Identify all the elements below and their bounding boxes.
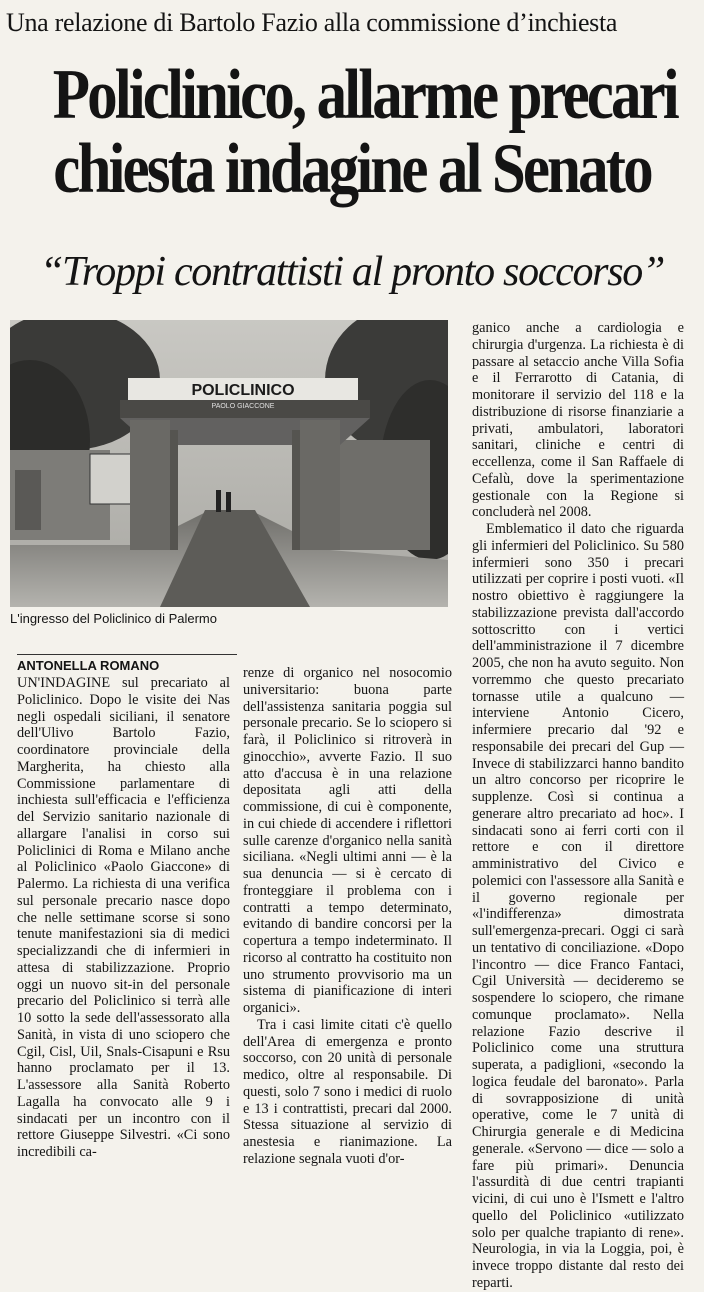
body-column-2 — [243, 665, 452, 1168]
headline-line-2: chiesta indagine al Senato — [53, 130, 651, 208]
photo-sign-subtext: PAOLO GIACCONE — [211, 403, 275, 410]
article-subheadline: “Troppi contrattisti al pronto soccorso” — [40, 249, 664, 295]
lead-in: UN'INDAGINE — [17, 675, 111, 691]
photo-sign-text: POLICLINICO — [191, 382, 295, 399]
body-paragraph: renze di organico nel nosocomio universitario: buona parte dell'assistenza sanitaria poggia sul personale precario. Se lo sciopero si farà, il Policlinico si ritroverà in ginocchio», avverte Fazio. Il suo atto d'accusa è in una relazione depositata agli atti della commissione, di cui è componente, in cui chiede di accendere i riflettori sulle carenze d'organico nella sanità siciliana. «Negli ultimi anni — è la sua denuncia — si è cercato di fronteggiare il problema con i contratti a tempo determinato, evitando di bandire concorsi per la copertura a tempo indeterminato. Il ricorso al contratto ha costituito non uno strumento provvisorio ma un sistema di pianificazione di interi organici». — [243, 665, 452, 1016]
paragraph-text: sul precariato al Policlinico. Dopo le visite dei Nas negli ospedali siciliani, il senatore dell'Ulivo Bartolo Fazio, coordinatore provinciale della Margherita, ha chiesto alla Commissione parlamentare di inchiesta sull'efficacia e l'efficienza del Servizio sanitario nazionale di allargare l'analisi in corso sui Policlinici di Roma e Milano anche al Policlinico «Paolo Giaccone» di Palermo. La richiesta di una verifica sul personale precario nasce dopo che nelle settimane scorse si sono tenute manifestazioni sia di medici specializzandi che di infermieri in attesa di stabilizzazione. Proprio oggi un nuovo sit-in del personale precario del Policlinico si terrà alle 10 sotto la sede dell'assessorato alla Sanità, in vista di uno sciopero che Cgil, Cisl, Uil, Snals-Cisapuni e Rsu hanno proclamato per il 13. L'assessore alla Sanità Roberto Lagalla ha convocato alle 9 i sindacati per un incontro con il rettore Giuseppe Silvestri. «Ci sono incredibili ca- — [17, 675, 230, 1160]
body-paragraph: Emblematico il dato che riguarda gli infermieri del Policlinico. Su 580 infermieri sono 350 i precari utilizzati per coprire i posti vuoti. «Il nostro obiettivo è raggiungere la stabilizzazione prevista dall'accordo sottoscritto con i vertici dell'amministrazione il 7 dicembre 2005, che non ha avuto seguito. Non vorremmo che questo precariato tornasse utile a qualcuno — interviene Antonio Cicero, infermiere precario dal '92 e responsabile dei precari del Gup — Invece di stabilizzarci hanno bandito un altro concorso per ricoprire le supplenze. Così si continua a generare altro precariato ad hoc». I sindacati sono ai ferri corti con il rettore e con il direttore amministrativo del Civico e polemici con l'assessore alla Sanità e il governo regionale per «l'indifferenza» dimostrata sull'emergenza-precari. Oggi ci sarà un tentativo di conciliazione. «Dopo l'incontro — dice Franco Fantaci, Cgil Università — decideremo se sospendere lo sciopero, che rimane comunque proclamato». Nella relazione Fazio descrive il Policlinico come una struttura superata, a padiglioni, «secondo la logica feudale del baronato». Parla di sovrapposizione di unità operative, come le 7 unità di Chirurgia generale e di Medicina generale. «Servono — dice — solo a fare più primari». Denuncia l'assurdità di due centri trapianti vicini, di cui uno è l'Ismett e l'altro quello del Policlinico «utilizzato solo per qualche trapianto di rene». Neurologia, in via la Loggia, poi, è invece troppo distante dal resto dei reparti. — [472, 521, 684, 1291]
body-paragraph: Tra i casi limite citati c'è quello dell'Area di emergenza e pronto soccorso, con 20 unità di personale medico, oltre al responsabile. Di questi, solo 7 sono i medici di ruolo e 13 i contrattisti, precari dal 2000. Stessa situazione al servizio di anestesia e rianimazione. La relazione segnala vuoti d'or- — [243, 1016, 452, 1167]
body-paragraph: ganico anche a cardiologia e chirurgia d'urgenza. La richiesta è di passare al setaccio anche Villa Sofia e il Ferrarotto di Catania, di monitorare il servizio del 118 e la distribuzione di risorse finanziarie a privati, ambulatori, laboratori sanitari, cliniche e centri di eccellenza, come il San Raffaele di Cefalù, dove la sperimentazione gestionale con la Regione si concluderà nel 2008. — [472, 320, 684, 521]
byline: ANTONELLA ROMANO — [17, 654, 237, 673]
photo-illustration — [10, 320, 448, 607]
photo-caption: L'ingresso del Policlinico di Palermo — [10, 611, 217, 626]
body-paragraph — [17, 675, 230, 1161]
article-kicker: Una relazione di Bartolo Fazio alla commissione d’inchiesta — [6, 8, 618, 37]
article-headline — [52, 56, 677, 208]
hospital-entrance-photo — [10, 320, 448, 607]
body-column-1 — [17, 675, 230, 1161]
body-column-3 — [472, 320, 684, 1292]
headline-line-1: Policlinico, allarme precari — [52, 56, 677, 134]
